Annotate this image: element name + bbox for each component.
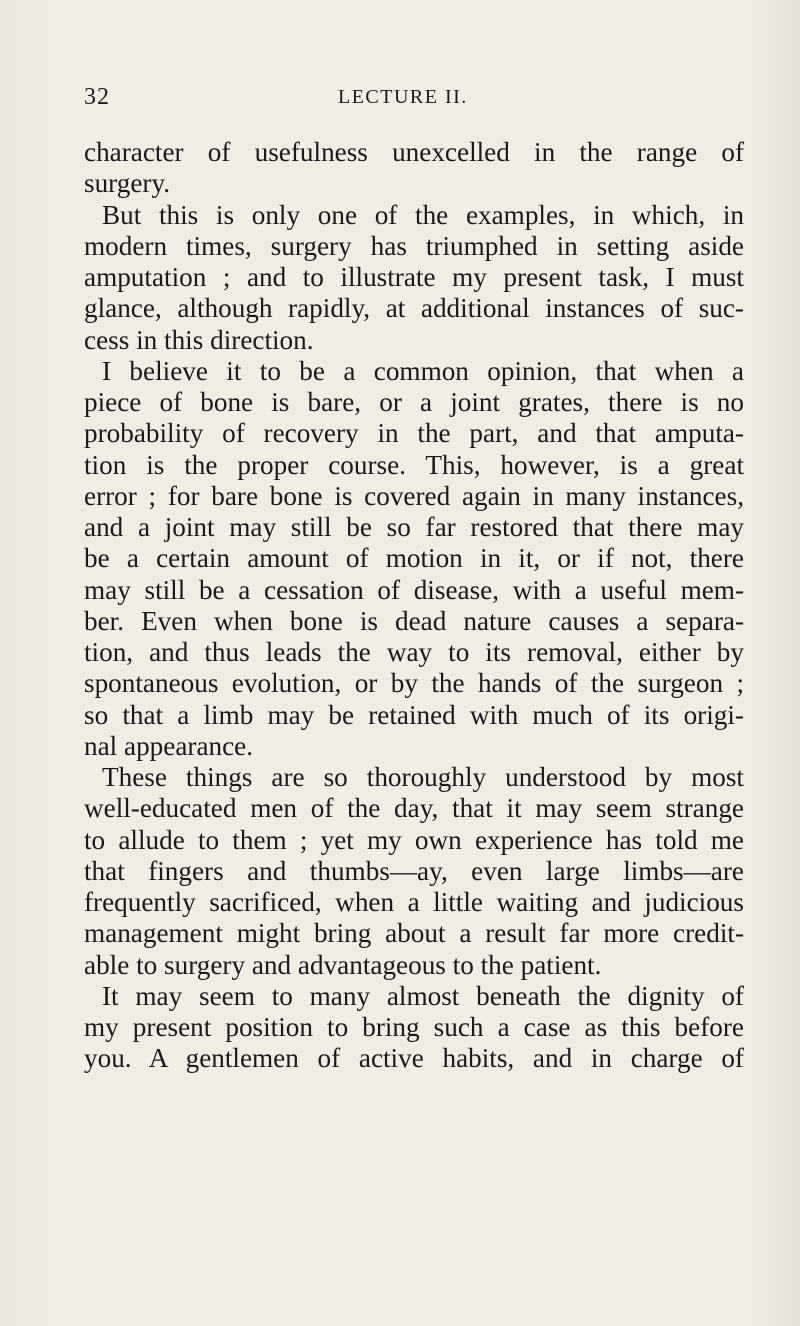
text-line: well-educated men of the day, that it may seem strange [84,793,744,824]
body-text [84,137,744,1075]
text-line: error ; for bare bone is covered again in many instances, [84,480,744,511]
text-line: tion, and thus leads the way to its removal, either by [84,637,744,667]
text-line: spontaneous evolution, or by the hands of the surgeon ; [84,668,744,699]
text-line: you. A gentlemen of active habits, and in charge of [84,1043,744,1074]
text-line: surgery. [84,168,171,199]
text-line: amputation ; and to illustrate my present task, I must [84,262,744,292]
text-line: cess in this direction. [84,324,314,355]
paragraph-first-line: These things are so thoroughly understood by most [102,762,744,792]
text-line: may still be a cessation of disease, with a useful mem- [84,574,744,605]
text-line: probability of recovery in the part, and that amputa- [84,418,744,449]
paragraph-first-line: It may seem to many almost beneath the dignity of [102,980,744,1011]
text-line: ber. Even when bone is dead nature causes a separa- [84,605,744,636]
text-line: to allude to them ; yet my own experience has told me [84,824,744,855]
text-line: glance, although rapidly, at additional instances of suc- [84,293,744,324]
running-title: LECTURE II. [338,86,468,108]
paragraph-first-line: I believe it to be a common opinion, that when a [102,355,744,386]
page-number: 32 [84,84,110,110]
text-line: my present position to bring such a case as this before [84,1012,744,1042]
text-line: be a certain amount of motion in it, or if not, there [84,543,744,574]
text-line: frequently sacrificed, when a little waiting and judicious [84,887,744,917]
text-line: so that a limb may be retained with much of its origi- [84,699,744,730]
paragraph-first-line: But this is only one of the examples, in which, in [102,199,744,230]
text-line: able to surgery and advantageous to the patient. [84,949,602,980]
text-line: management might bring about a result far more credit- [84,918,744,949]
text-line: that fingers and thumbs—ay, even large limbs—are [84,855,744,886]
running-header [84,80,730,116]
text-line: and a joint may still be so far restored that there may [84,512,744,542]
text-line: piece of bone is bare, or a joint grates, there is no [84,387,744,417]
text-line: tion is the proper course. This, however, is a great [84,449,744,480]
text-line: nal appearance. [84,730,254,761]
text-line: character of usefulness unexcelled in the range of [84,137,744,167]
text-line: modern times, surgery has triumphed in setting aside [84,230,744,261]
